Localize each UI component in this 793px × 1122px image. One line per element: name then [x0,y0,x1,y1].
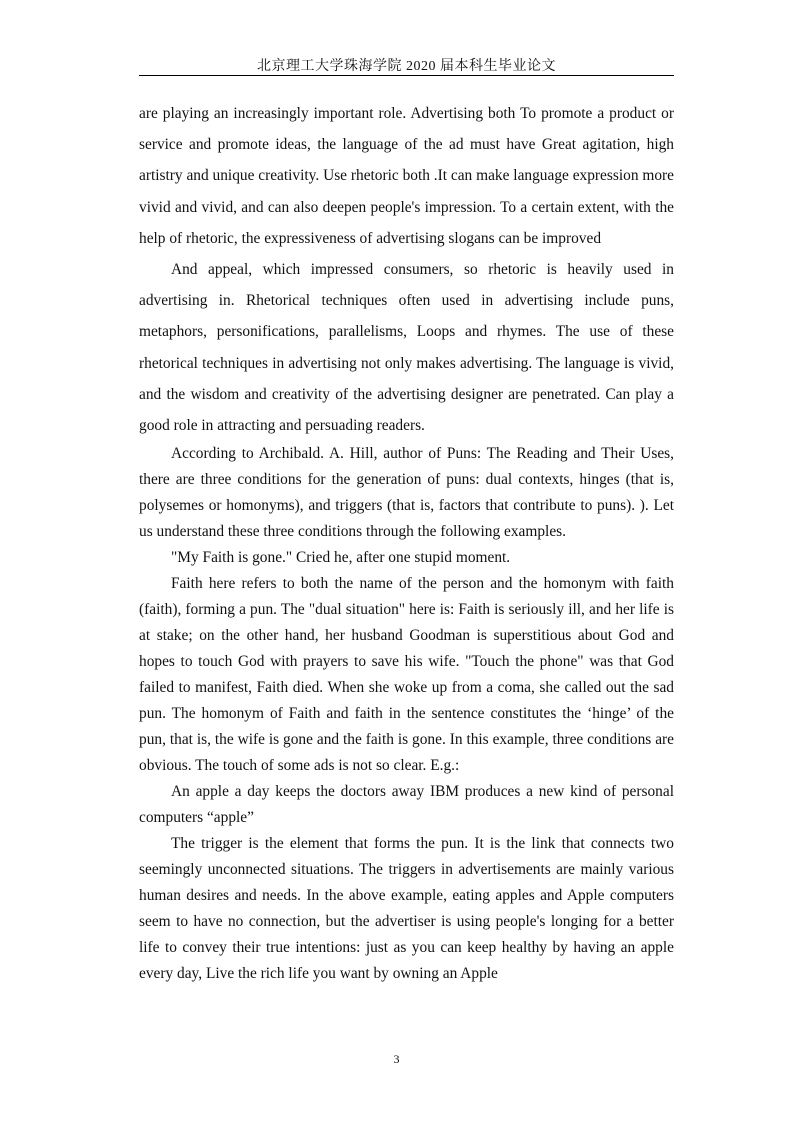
paragraph-faith-quote: "My Faith is gone." Cried he, after one stupid moment. [171,549,511,567]
paragraph-trigger: The trigger is the element that forms the pun. It is the link that connects two seemingly unconnected situations. The triggers in advertisements are mainly various human desires and needs. In the above example, eating apples and Apple computers seem to have no connection, but the advertiser is using people's longing for a better life to convey their true intentions: just as you can keep healthy by having an apple every day, Live the rich life you want by owning an Apple [139,835,674,983]
paragraph-pun-conditions: According to Archibald. A. Hill, author of Puns: The Reading and Their Uses, there are three conditions for the generation of puns: dual contexts, hinges (that is, polysemes or homonyms), and triggers (that is, factors that contribute to puns). ). Let us understand these three conditions through the following examples. [139,445,674,541]
header-divider [139,75,674,76]
paragraph-apple-example: An apple a day keeps the doctors away IBM produces a new kind of personal computers “apple” [139,783,674,827]
page-number: 3 [393,1052,400,1066]
page-header-title: 北京理工大学珠海学院 2020 届本科生毕业论文 [257,59,556,74]
paragraph-faith-explanation: Faith here refers to both the name of the person and the homonym with faith (faith), forming a pun. The "dual situation" here is: Faith is seriously ill, and her life is at stake; on the other hand, her husband Goodman is superstitious about God and hopes to touch God with prayers to save his wife. "Touch the phone" was that God failed to manifest, Faith died. When she woke up from a coma, she called out the sad pun. The homonym of Faith and faith in the sentence constitutes the ‘hinge’ of the pun, that is, the wife is gone and the faith is gone. In this example, three conditions are obvious. The touch of some ads is not so clear. E.g.: [139,575,674,775]
paragraph-continuation: are playing an increasingly important role. Advertising both To promote a product or service and promote ideas, the language of the ad must have Great agitation, high artistry and unique creativity. Use rhetoric both .It can make language expression more vivid and vivid, and can also deepen people's impression. To a certain extent, with the help of rhetoric, the expressiveness of advertising slogans can be improved [139,105,674,247]
paragraph-rhetoric-appeal: And appeal, which impressed consumers, so rhetoric is heavily used in advertising in. Rhetorical techniques often used in advertising include puns, metaphors, personifications, parallelisms, Loops and rhymes. The use of these rhetorical techniques in advertising not only makes advertising. The language is vivid, and the wisdom and creativity of the advertising designer are penetrated. Can play a good role in attracting and persuading readers. [139,261,674,435]
body-text [139,98,674,987]
